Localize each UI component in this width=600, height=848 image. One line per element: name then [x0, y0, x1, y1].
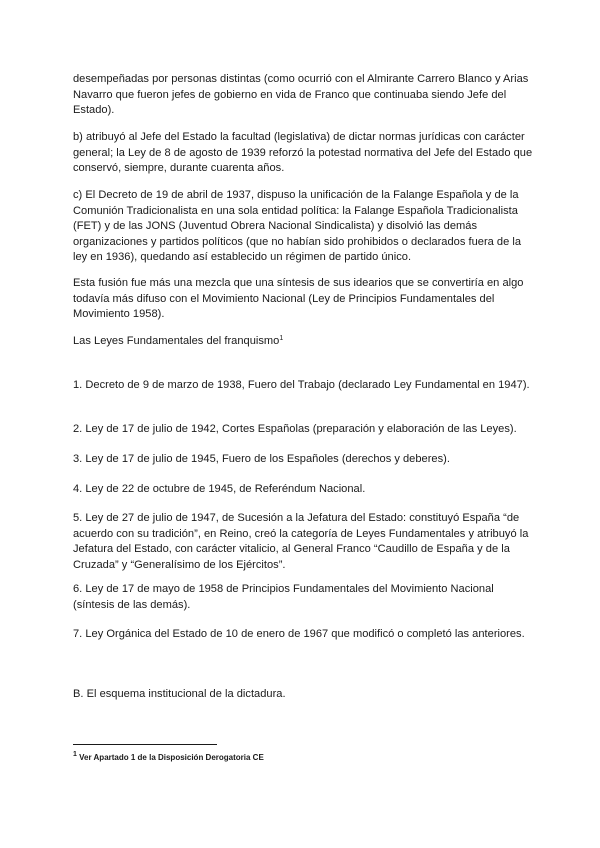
law-item-7: 7. Ley Orgánica del Estado de 10 de enero de 1967 que modificó o completó las anteriores.	[73, 628, 525, 640]
subsection-heading: B. El esquema institucional de la dictadura.	[73, 688, 286, 700]
law-item-4: 4. Ley de 22 de octubre de 1945, de Referéndum Nacional.	[73, 483, 366, 495]
footnote-reference[interactable]: 1	[279, 335, 284, 342]
law-item-3: 3. Ley de 17 de julio de 1945, Fuero de los Españoles (derechos y deberes).	[73, 453, 450, 465]
paragraph-fusion: Esta fusión fue más una mezcla que una síntesis de sus idearios que se convertiría en algo todavía más difuso con el Movimiento Nacional (Ley de Principios Fundamentales del Movimiento 1958).	[73, 277, 524, 321]
footnote-separator	[73, 744, 217, 745]
paragraph-b: b) atribuyó al Jefe del Estado la facultad (legislativa) de dictar normas jurídicas con carácter general; la Ley de 8 de agosto de 1939 reforzó la potestad normativa del Jefe del Estado que conservó, siempre, durante cuarenta años.	[73, 131, 533, 175]
law-item-5: 5. Ley de 27 de julio de 1947, de Sucesión a la Jefatura del Estado: constituyó España “de acuerdo con su tradición”, en Reino, creó la categoría de Leyes Fundamentales y atribuyó la Jefatura del Estado, con carácter vitalicio, al General Franco “Caudillo de España y de la Cruzada” y “Generalísimo de los Ejércitos”.	[73, 512, 529, 571]
law-item-2: 2. Ley de 17 de julio de 1942, Cortes Españolas (preparación y elaboración de las Leyes).	[73, 423, 517, 435]
section-heading	[73, 334, 535, 350]
law-item-1: 1. Decreto de 9 de marzo de 1938, Fuero del Trabajo (declarado Ley Fundamental en 1947).	[73, 379, 530, 391]
law-item-6: 6. Ley de 17 de mayo de 1958 de Principios Fundamentales del Movimiento Nacional (síntesis de las demás).	[73, 583, 494, 611]
footnote-mark: 1	[73, 751, 77, 758]
footnote	[73, 752, 535, 763]
paragraph-continuation: desempeñadas por personas distintas (como ocurrió con el Almirante Carrero Blanco y Arias Navarro que fueron jefes de gobierno en vida de Franco que continuaba siendo Jefe del Estado).	[73, 73, 529, 117]
section-heading-text: Las Leyes Fundamentales del franquismo	[73, 335, 280, 347]
paragraph-c: c) El Decreto de 19 de abril de 1937, dispuso la unificación de la Falange Española y de la Comunión Tradicionalista en una sola entidad política: la Falange Española Tradicionalista (FET) y de las JONS (Juventud Obrera Nacional Sindicalista) y disolvió las demás organizaciones y partidos políticos (que no habían sido prohibidos o declarados fuera de la ley en 1936), quedando así establecido un régimen de partido único.	[73, 189, 522, 264]
footnote-text: Ver Apartado 1 de la Disposición Derogatoria CE	[79, 753, 264, 762]
